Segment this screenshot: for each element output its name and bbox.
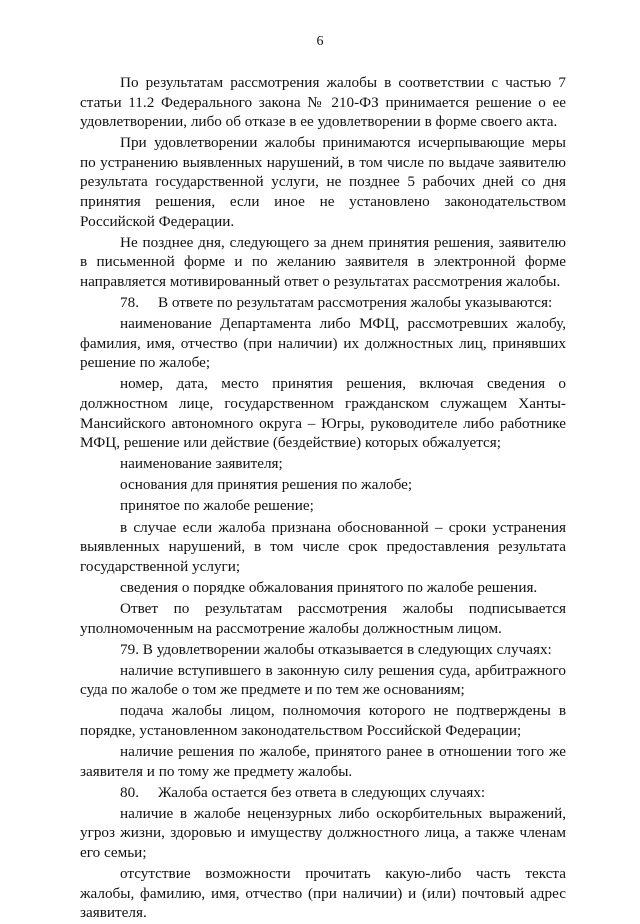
document-body [80,73,566,924]
paragraph-79-heading: 79. В удовлетворении жалобы отказывается в следующих случаях: [120,640,552,658]
page-number: 6 [316,34,324,49]
paragraph-78-item-department: наименование Департамента либо МФЦ, рассмотревших жалобу, фамилия, имя, отчество (при наличии) их должностных лиц, принявших решение по жалобе; [80,315,566,372]
paragraph-78-item-decision: принятое по жалобе решение; [120,497,314,515]
paragraph-response-signature: Ответ по результатам рассмотрения жалобы подписывается уполномоченным на рассмотрение жалобы должностным лицом. [80,599,566,637]
paragraph-78-item-applicant-name: наименование заявителя; [120,455,283,473]
paragraph-78-heading: 78. В ответе по результатам рассмотрения жалобы указываются: [120,294,553,312]
paragraph-80-heading: 80. Жалоба остается без ответа в следующих случаях: [120,783,486,801]
paragraph-79-item-court-decision: наличие вступившего в законную силу решения суда, арбитражного суда по жалобе о том же предмете и по тем же основаниям; [80,661,566,699]
paragraph-78-item-appeal-procedure: сведения о порядке обжалования принятого по жалобе решения. [120,578,538,596]
paragraph-79-item-prior-decision: наличие решения по жалобе, принятого ранее в отношении того же заявителя и по тому же предмету жалобы. [80,743,566,780]
paragraph-79-item-unauthorized: подача жалобы лицом, полномочия которого не подтверждены в порядке, установленном законодательством Российской Федерации; [80,702,566,739]
paragraph-78-item-decision-details: номер, дата, место принятия решения, включая сведения о должностном лице, государственном гражданском служащем Ханты-Мансийского автономного округа – Югры, руководителе либо работнике МФЦ, решение или действие (бездействие) которых обжалуется; [80,375,566,452]
paragraph-78-item-deadlines: в случае если жалоба признана обоснованной – сроки устранения выявленных нарушений, в том числе срок предоставления результата государственной услуги; [80,518,566,575]
paragraph-78-item-grounds: основания для принятия решения по жалобе; [120,476,413,494]
paragraph-remedy-measures: При удовлетворении жалобы принимаются исчерпывающие меры по устранению выявленных нарушений, в том числе по выдаче заявителю результата государственной услуги, не позднее 5 рабочих дней со дня принятия решения, если иное не установлено законодательством Российской Федерации. [80,134,566,230]
paragraph-response-deadline: Не позднее дня, следующего за днем принятия решения, заявителю в письменной форме и по желанию заявителя в электронной форме направляется мотивированный ответ о результатах рассмотрения жалобы. [80,233,566,290]
paragraph-80-item-unreadable: отсутствие возможности прочитать какую-либо часть текста жалобы, фамилию, имя, отчество (при наличии) и (или) почтовый адрес заявителя. [80,865,566,922]
paragraph-decision-by-law: По результатам рассмотрения жалобы в соответствии с частью 7 статьи 11.2 Федерального закона № 210-ФЗ принимается решение о ее удовлетворении, либо об отказе в ее удовлетворении в форме своего акта. [80,74,566,131]
paragraph-80-item-offensive: наличие в жалобе нецензурных либо оскорбительных выражений, угроз жизни, здоровью и имуществу должностного лица, а также членам его семьи; [80,804,566,862]
